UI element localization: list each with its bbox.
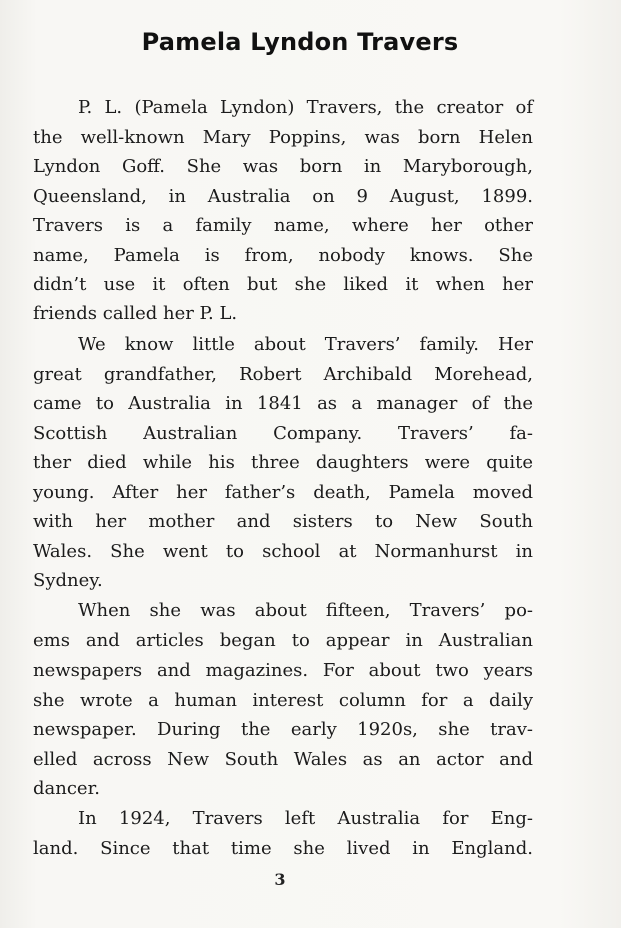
text-line: young. After her father’s death, Pamela moved [33, 482, 533, 503]
text-line: came to Australia in 1841 as a manager of the [33, 393, 533, 414]
text-line: with her mother and sisters to New South [33, 511, 533, 532]
text-line: great grandfather, Robert Archibald Morehead, [33, 364, 533, 385]
text-line: newspaper. During the early 1920s, she trav- [33, 719, 533, 740]
page-title: Pamela Lyndon Travers [141, 28, 459, 56]
text-line: friends called her P. L. [33, 303, 238, 324]
text-line: Lyndon Goff. She was born in Maryborough, [33, 156, 533, 177]
text-line: she wrote a human interest column for a daily [33, 690, 533, 711]
text-line: We know little about Travers’ family. Her [78, 334, 533, 355]
text-line: land. Since that time she lived in England. [33, 838, 533, 859]
text-line: P. L. (Pamela Lyndon) Travers, the creator of [78, 97, 533, 118]
text-line: newspapers and magazines. For about two years [33, 660, 533, 681]
text-line: ther died while his three daughters were quite [33, 452, 533, 473]
text-line: Travers is a family name, where her other [33, 215, 533, 236]
text-line: name, Pamela is from, nobody knows. She [33, 245, 533, 266]
text-line: Wales. She went to school at Normanhurst in [33, 541, 533, 562]
text-line: elled across New South Wales as an actor and [33, 749, 533, 770]
text-line: Scottish Australian Company. Travers’ fa- [33, 423, 533, 444]
text-line: When she was about fifteen, Travers’ po- [78, 600, 533, 621]
text-line: didn’t use it often but she liked it when her [33, 274, 533, 295]
text-line: the well-known Mary Poppins, was born Helen [33, 127, 533, 148]
text-line: dancer. [33, 778, 100, 799]
text-line: ems and articles began to appear in Australian [33, 630, 533, 651]
page-number: 3 [274, 870, 286, 889]
text-line: In 1924, Travers left Australia for Eng- [78, 808, 533, 829]
text-line: Sydney. [33, 570, 103, 591]
text-line: Queensland, in Australia on 9 August, 1899. [33, 186, 533, 207]
